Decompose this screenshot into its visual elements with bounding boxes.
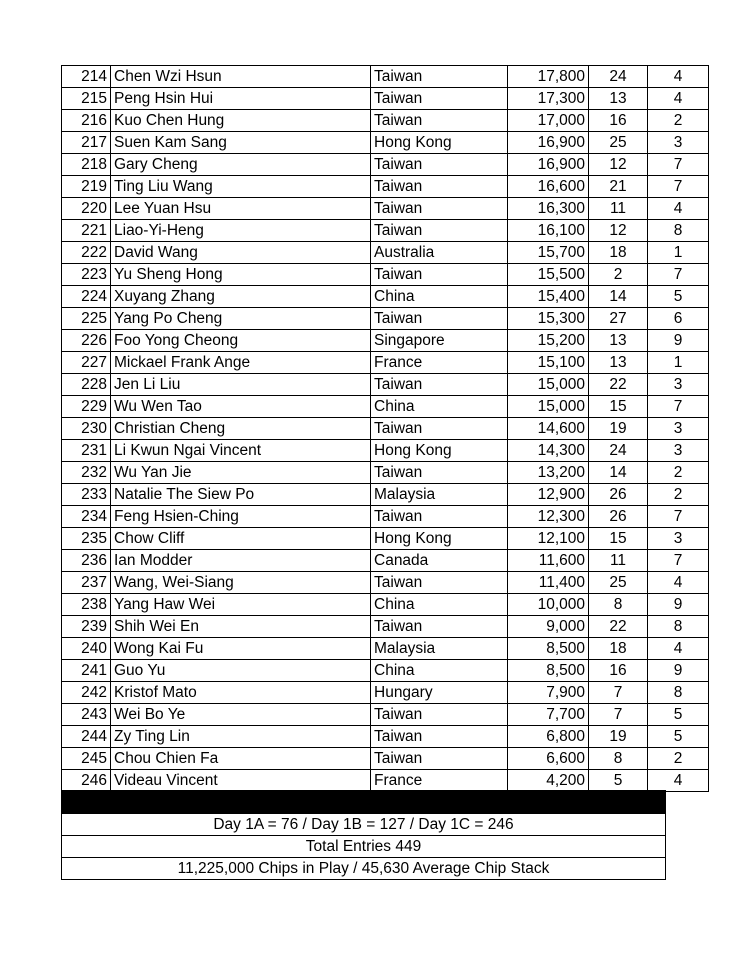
table-number-cell: 24 [589,440,648,462]
table-number-cell: 18 [589,638,648,660]
seat-number-cell: 5 [648,286,709,308]
seat-number-cell: 9 [648,330,709,352]
country-cell: Malaysia [371,638,508,660]
country-cell: Taiwan [371,198,508,220]
player-name-cell: Kuo Chen Hung [111,110,371,132]
player-name-cell: Feng Hsien-Ching [111,506,371,528]
country-cell: Taiwan [371,110,508,132]
seat-number-cell: 8 [648,616,709,638]
divider-cell [62,791,666,814]
table-row [62,550,709,572]
table-row [62,176,709,198]
chip-count-cell: 8,500 [508,660,589,682]
seat-number-cell: 3 [648,528,709,550]
seat-number-cell: 4 [648,638,709,660]
country-cell: Hong Kong [371,528,508,550]
seat-number-cell: 1 [648,242,709,264]
table-number-cell: 25 [589,572,648,594]
seat-number-cell: 6 [648,308,709,330]
table-number-cell: 13 [589,88,648,110]
table-number-cell: 13 [589,330,648,352]
table-row [62,638,709,660]
rank-cell: 224 [62,286,111,308]
seat-number-cell: 1 [648,352,709,374]
summary-row [62,858,666,880]
seat-number-cell: 2 [648,484,709,506]
player-name-cell: Liao-Yi-Heng [111,220,371,242]
chip-count-cell: 6,800 [508,726,589,748]
rank-cell: 214 [62,66,111,88]
table-row [62,616,709,638]
chip-count-cell: 7,700 [508,704,589,726]
chip-count-cell: 9,000 [508,616,589,638]
table-row [62,396,709,418]
player-name-cell: Zy Ting Lin [111,726,371,748]
player-name-cell: Guo Yu [111,660,371,682]
country-cell: China [371,594,508,616]
chip-count-cell: 12,300 [508,506,589,528]
table-row [62,154,709,176]
chip-count-cell: 11,600 [508,550,589,572]
country-cell: Hong Kong [371,440,508,462]
seat-number-cell: 7 [648,264,709,286]
rank-cell: 222 [62,242,111,264]
chip-count-cell: 10,000 [508,594,589,616]
rank-cell: 243 [62,704,111,726]
country-cell: China [371,286,508,308]
table-number-cell: 12 [589,154,648,176]
table-number-cell: 14 [589,462,648,484]
table-row [62,66,709,88]
rank-cell: 219 [62,176,111,198]
day-totals: Day 1A = 76 / Day 1B = 127 / Day 1C = 246 [62,814,666,836]
chip-count-cell: 15,000 [508,374,589,396]
country-cell: Taiwan [371,418,508,440]
chip-count-cell: 14,300 [508,440,589,462]
rank-cell: 235 [62,528,111,550]
country-cell: Taiwan [371,374,508,396]
rank-cell: 233 [62,484,111,506]
seat-number-cell: 4 [648,770,709,792]
country-cell: Taiwan [371,88,508,110]
seat-number-cell: 5 [648,704,709,726]
table-number-cell: 15 [589,396,648,418]
country-cell: Taiwan [371,506,508,528]
chip-count-cell: 15,300 [508,308,589,330]
rank-cell: 246 [62,770,111,792]
rank-cell: 244 [62,726,111,748]
chip-count-cell: 11,400 [508,572,589,594]
seat-number-cell: 7 [648,550,709,572]
table-number-cell: 8 [589,748,648,770]
rank-cell: 240 [62,638,111,660]
player-name-cell: Jen Li Liu [111,374,371,396]
player-name-cell: David Wang [111,242,371,264]
seat-number-cell: 7 [648,506,709,528]
country-cell: Taiwan [371,704,508,726]
country-cell: Taiwan [371,308,508,330]
rank-cell: 242 [62,682,111,704]
rank-cell: 237 [62,572,111,594]
country-cell: Singapore [371,330,508,352]
seat-number-cell: 4 [648,198,709,220]
black-divider-row [62,791,666,814]
table-row [62,352,709,374]
country-cell: Taiwan [371,220,508,242]
table-number-cell: 26 [589,484,648,506]
summary-row [62,836,666,858]
player-name-cell: Chow Cliff [111,528,371,550]
chip-count-cell: 14,600 [508,418,589,440]
table-row [62,220,709,242]
player-name-cell: Ian Modder [111,550,371,572]
country-cell: Taiwan [371,726,508,748]
table-row [62,704,709,726]
player-name-cell: Peng Hsin Hui [111,88,371,110]
chip-count-cell: 15,100 [508,352,589,374]
table-row [62,286,709,308]
player-name-cell: Wei Bo Ye [111,704,371,726]
player-name-cell: Wang, Wei-Siang [111,572,371,594]
table-row [62,726,709,748]
seat-number-cell: 9 [648,660,709,682]
chip-count-cell: 17,800 [508,66,589,88]
rank-cell: 234 [62,506,111,528]
country-cell: China [371,660,508,682]
table-row [62,440,709,462]
rank-cell: 228 [62,374,111,396]
table-number-cell: 14 [589,286,648,308]
country-cell: Hungary [371,682,508,704]
player-name-cell: Xuyang Zhang [111,286,371,308]
player-name-cell: Wong Kai Fu [111,638,371,660]
table-row [62,242,709,264]
player-name-cell: Videau Vincent [111,770,371,792]
country-cell: China [371,396,508,418]
seat-number-cell: 3 [648,132,709,154]
table-number-cell: 11 [589,550,648,572]
chip-count-cell: 15,000 [508,396,589,418]
seat-number-cell: 7 [648,154,709,176]
table-row [62,88,709,110]
player-name-cell: Yang Haw Wei [111,594,371,616]
player-name-cell: Lee Yuan Hsu [111,198,371,220]
table-row [62,374,709,396]
rank-cell: 227 [62,352,111,374]
table-row [62,484,709,506]
seat-number-cell: 7 [648,176,709,198]
table-number-cell: 8 [589,594,648,616]
seat-number-cell: 3 [648,418,709,440]
chip-count-cell: 15,200 [508,330,589,352]
player-name-cell: Mickael Frank Ange [111,352,371,374]
country-cell: Hong Kong [371,132,508,154]
seat-number-cell: 9 [648,594,709,616]
country-cell: Taiwan [371,176,508,198]
country-cell: Taiwan [371,616,508,638]
rank-cell: 239 [62,616,111,638]
table-row [62,308,709,330]
player-name-cell: Natalie The Siew Po [111,484,371,506]
seat-number-cell: 8 [648,682,709,704]
player-name-cell: Foo Yong Cheong [111,330,371,352]
chip-count-table-body [62,66,709,792]
rank-cell: 218 [62,154,111,176]
chip-count-cell: 17,000 [508,110,589,132]
chip-count-cell: 6,600 [508,748,589,770]
player-name-cell: Li Kwun Ngai Vincent [111,440,371,462]
table-number-cell: 25 [589,132,648,154]
table-row [62,132,709,154]
table-row [62,198,709,220]
table-row [62,264,709,286]
seat-number-cell: 3 [648,374,709,396]
rank-cell: 215 [62,88,111,110]
rank-cell: 217 [62,132,111,154]
chip-count-cell: 12,900 [508,484,589,506]
seat-number-cell: 3 [648,440,709,462]
rank-cell: 232 [62,462,111,484]
chip-count-cell: 8,500 [508,638,589,660]
rank-cell: 216 [62,110,111,132]
table-number-cell: 18 [589,242,648,264]
rank-cell: 221 [62,220,111,242]
seat-number-cell: 4 [648,66,709,88]
table-number-cell: 7 [589,682,648,704]
rank-cell: 238 [62,594,111,616]
table-number-cell: 11 [589,198,648,220]
summary-row [62,814,666,836]
chip-count-cell: 16,900 [508,154,589,176]
rank-cell: 229 [62,396,111,418]
chip-count-cell: 16,100 [508,220,589,242]
table-row [62,748,709,770]
player-name-cell: Yang Po Cheng [111,308,371,330]
seat-number-cell: 8 [648,220,709,242]
seat-number-cell: 5 [648,726,709,748]
country-cell: Taiwan [371,748,508,770]
table-row [62,682,709,704]
summary-table [61,790,666,880]
country-cell: Taiwan [371,572,508,594]
table-row [62,660,709,682]
country-cell: Taiwan [371,264,508,286]
table-row [62,418,709,440]
table-number-cell: 21 [589,176,648,198]
seat-number-cell: 2 [648,748,709,770]
table-row [62,462,709,484]
rank-cell: 231 [62,440,111,462]
player-name-cell: Wu Yan Jie [111,462,371,484]
chip-count-cell: 4,200 [508,770,589,792]
player-name-cell: Chou Chien Fa [111,748,371,770]
table-number-cell: 19 [589,726,648,748]
chip-count-cell: 13,200 [508,462,589,484]
chip-count-cell: 12,100 [508,528,589,550]
seat-number-cell: 4 [648,572,709,594]
seat-number-cell: 2 [648,462,709,484]
player-name-cell: Suen Kam Sang [111,132,371,154]
chip-count-cell: 15,400 [508,286,589,308]
chip-count-table [61,65,709,792]
chip-count-cell: 7,900 [508,682,589,704]
table-number-cell: 19 [589,418,648,440]
player-name-cell: Ting Liu Wang [111,176,371,198]
player-name-cell: Shih Wei En [111,616,371,638]
table-number-cell: 12 [589,220,648,242]
chip-count-cell: 15,700 [508,242,589,264]
table-row [62,506,709,528]
rank-cell: 220 [62,198,111,220]
country-cell: France [371,770,508,792]
table-number-cell: 16 [589,660,648,682]
table-row [62,110,709,132]
seat-number-cell: 7 [648,396,709,418]
player-name-cell: Wu Wen Tao [111,396,371,418]
chips-summary: 11,225,000 Chips in Play / 45,630 Average Chip Stack [62,858,666,880]
seat-number-cell: 4 [648,88,709,110]
player-name-cell: Christian Cheng [111,418,371,440]
table-number-cell: 13 [589,352,648,374]
seat-number-cell: 2 [648,110,709,132]
player-name-cell: Chen Wzi Hsun [111,66,371,88]
chip-count-cell: 15,500 [508,264,589,286]
country-cell: Taiwan [371,462,508,484]
table-number-cell: 22 [589,374,648,396]
rank-cell: 223 [62,264,111,286]
country-cell: France [371,352,508,374]
rank-cell: 241 [62,660,111,682]
table-number-cell: 22 [589,616,648,638]
table-number-cell: 26 [589,506,648,528]
total-entries: Total Entries 449 [62,836,666,858]
country-cell: Taiwan [371,66,508,88]
rank-cell: 225 [62,308,111,330]
chip-count-cell: 16,300 [508,198,589,220]
table-row [62,572,709,594]
chip-count-cell: 17,300 [508,88,589,110]
table-number-cell: 16 [589,110,648,132]
rank-cell: 226 [62,330,111,352]
rank-cell: 236 [62,550,111,572]
table-number-cell: 24 [589,66,648,88]
rank-cell: 245 [62,748,111,770]
table-row [62,770,709,792]
player-name-cell: Gary Cheng [111,154,371,176]
rank-cell: 230 [62,418,111,440]
player-name-cell: Yu Sheng Hong [111,264,371,286]
table-number-cell: 7 [589,704,648,726]
player-name-cell: Kristof Mato [111,682,371,704]
country-cell: Canada [371,550,508,572]
chip-count-cell: 16,900 [508,132,589,154]
table-number-cell: 15 [589,528,648,550]
table-row [62,528,709,550]
table-number-cell: 27 [589,308,648,330]
chip-count-cell: 16,600 [508,176,589,198]
country-cell: Malaysia [371,484,508,506]
table-number-cell: 5 [589,770,648,792]
country-cell: Taiwan [371,154,508,176]
country-cell: Australia [371,242,508,264]
table-row [62,330,709,352]
table-number-cell: 2 [589,264,648,286]
table-row [62,594,709,616]
